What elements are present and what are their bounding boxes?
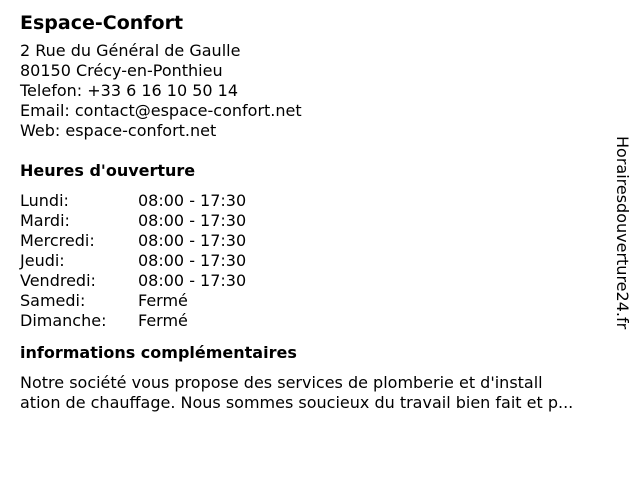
additional-info-text: Notre société vous propose des services de plomberie et d'install ation de chauffage. Nous sommes soucieux du travail bien fait et p...	[20, 373, 574, 412]
day-label: Samedi:	[20, 291, 86, 310]
business-name: Espace-Confort	[20, 12, 184, 34]
day-hours: 08:00 - 17:30	[138, 231, 247, 250]
business-card	[20, 10, 620, 413]
day-hours: Fermé	[138, 291, 188, 310]
day-hours: 08:00 - 17:30	[138, 191, 247, 210]
address-city: 80150 Crécy-en-Ponthieu	[20, 61, 223, 80]
phone-line: Telefon: +33 6 16 10 50 14	[20, 81, 239, 100]
day-label: Mercredi:	[20, 231, 95, 250]
hours-row-tuesday	[20, 211, 620, 231]
hours-row-saturday	[20, 291, 620, 311]
hours-row-thursday	[20, 251, 620, 271]
hours-row-friday	[20, 271, 620, 291]
opening-hours-heading: Heures d'ouverture	[20, 161, 196, 180]
web-line: Web: espace-confort.net	[20, 121, 217, 140]
day-label: Mardi:	[20, 211, 70, 230]
site-watermark: Horairesdouverture24.fr	[613, 136, 632, 330]
day-hours: 08:00 - 17:30	[138, 251, 247, 270]
additional-info-heading: informations complémentaires	[20, 343, 297, 362]
day-label: Dimanche:	[20, 311, 107, 330]
hours-row-wednesday	[20, 231, 620, 251]
day-hours: 08:00 - 17:30	[138, 271, 247, 290]
day-label: Jeudi:	[20, 251, 65, 270]
hours-row-sunday	[20, 311, 620, 331]
day-label: Vendredi:	[20, 271, 96, 290]
hours-row-monday	[20, 191, 620, 211]
day-hours: 08:00 - 17:30	[138, 211, 247, 230]
day-label: Lundi:	[20, 191, 69, 210]
day-hours: Fermé	[138, 311, 188, 330]
email-line: Email: contact@espace-confort.net	[20, 101, 302, 120]
address-street: 2 Rue du Général de Gaulle	[20, 41, 241, 60]
